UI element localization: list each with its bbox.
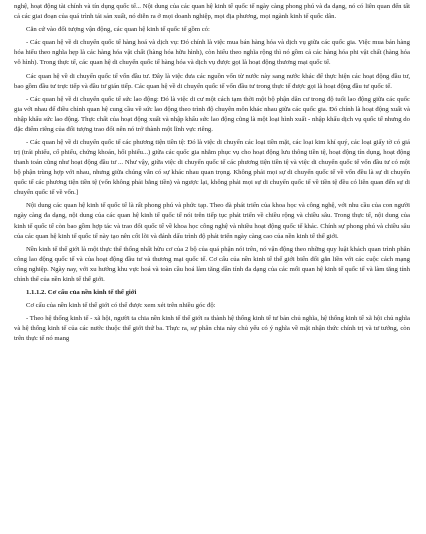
paragraph-6: Nội dung các quan hệ kinh tế quốc tế là rất phong phú và phức tạp. Theo đà phát triển của khoa học và công nghệ, với nhu cầu của con người ngày càng đa dạng, nội dung của các quan hệ kinh tế quốc tế nói trên tiếp tục phát triển về chiều rộng và chiều sâu. Trong thực tế, nội dung của kinh tế quốc tế còn bao gồm hợp tác và trao đổi quốc tế về khoa học công nghệ và nhiều hoạt động quốc tế khác. Chính sự phong phú và chiều sâu của các quan hệ kinh tế quốc tế này tạo nên cốt lõi và đánh dấu trình độ phát triển ngày càng cao của nền kinh tế thế giới. xyxy=(14,202,410,240)
paragraph-9: - Theo hệ thống kinh tế - xã hội, người ta chia nền kinh tế thế giới ra thành hệ thống kinh tế tư bản chủ nghĩa, hệ thống kinh tế xã hội chủ nghĩa và hệ thống kinh tế của các nước thuộc thế giới thứ ba. Thực ra, sự phân chia này chủ yếu có ý nghĩa về mặt nhận thức chính trị và tư tưởng, còn trên thực tế nó mang xyxy=(14,315,410,343)
paragraph-0: nghệ, hoạt động tài chính và tín dụng quốc tế... Nội dung của các quan hệ kinh tế quốc tế ngày càng phong phú và đa dạng, nó có liên quan đến tất cả các giai đoạn của quá trình tái sản xuất, nó diễn ra ở mọi doanh nghiệp, mọi địa phương, mọi ngành kinh tế quốc dân. xyxy=(14,3,410,21)
paragraph-7: Nền kinh tế thế giới là một thực thể thống nhất hữu cơ của 2 bộ của quá phận nói trên, nó vận động theo những quy luật khách quan trình phân công lao động quốc tế và của hoạt động đầu tư và thương mại quốc tế. Cơ cấu của nền kinh tế thế giới biến đổi gắn liền với các cuộc cách mạng công nghiệp. Ngày nay, với xu hướng khu vực hoá và toàn cầu hoá làm tăng dần tính đa dạng của các mối quan hệ kinh tế quốc tế và làm tăng tính chỉnh thể của nền kinh tế thế giới. xyxy=(14,245,410,283)
paragraph-8: Cơ cấu của nền kinh tế thế giới có thể được xem xét trên nhiều góc độ: xyxy=(26,301,216,309)
paragraph-3: Các quan hệ về di chuyển quốc tế vốn đầu tư. Đây là việc đưa các nguồn vốn từ nước này sang nước khác để thực hiện các hoạt động đầu tư, bao gồm đầu tư trực tiếp và đầu tư gián tiếp. Các quan hệ về di chuyển quốc tế vốn đầu tư trong thực tế được gọi là hoạt động đầu tư quốc tế. xyxy=(14,72,410,90)
paragraph-1: Căn cứ vào đối tượng vận động, các quan hệ kinh tế quốc tế gồm có: xyxy=(26,26,210,34)
section-heading: 1.1.1.2. Cơ cấu của nền kinh tế thế giới xyxy=(26,288,137,296)
paragraph-5: - Các quan hệ về di chuyển quốc tế các phương tiện tiền tệ: Đó là việc di chuyển các loại tiền mặt, các loại kim khí quý, các loại giấy tờ có giá trị (trái phiếu, cổ phiếu, chứng khoán, hối phiếu...) giữa các quốc gia nhằm phục vụ cho hoạt động lưu thông tiền tệ, hoạt động tín dụng, hoạt động thanh toán cũng như hoạt động đầu tư ... Như vậy, giữa việc di chuyển quốc tế các phương tiện tiền tệ và việc di chuyển quốc tế vốn đầu tư có một bộ phận trùng hợp với nhau, nhưng giữa chúng vẫn có sự khác nhau quan trọng. Không phải mọi sự di chuyển quốc tế về vốn đều là sự di chuyển quốc tế các phương tiện tiền tệ (vốn không phải bằng tiền) và ngược lại, không phải mọi sự di chuyển quốc tế về tiền tệ đều có liên quan đến sự di chuyển quốc tế về vốn.] xyxy=(14,139,410,197)
paragraph-2: - Các quan hệ về di chuyển quốc tế hàng hoá và dịch vụ: Đó chính là việc mua bán hàng hóa và dịch vụ giữa các quốc gia. Việc mua bán hàng hóa hiểu theo nghĩa hẹp là các hàng hóa vật chất (hàng hóa hữu hình), còn hiểu theo nghĩa rộng thì nó gồm cả các hàng hóa phi vật chất (hàng hóa vô hình). Trong thực tế, các quan hệ di chuyển quốc tế hàng hóa và dịch vụ được gọi là hoạt động thương mại quốc tế. xyxy=(14,39,410,67)
paragraph-4: - Các quan hệ về di chuyển quốc tế sức lao động: Đó là việc di cư một cách tạm thời một bộ phận dân cư trong độ tuổi lao động giữa các quốc gia với nhau để điều chỉnh quan hệ cung cầu về sức lao động theo trình độ chuyên môn khác nhau giữa các quốc gia. Đó chính là hoạt động xuất và nhập khẩu sức lao động. Thực chất của hoạt động xuất và nhập khẩu sức lao động cũng là một loại hình xuất - nhập khẩu dịch vụ quốc tế nhưng do đặc điểm riêng của đối tượng trao đổi nên nó trở thành một lĩnh vực riêng. xyxy=(14,95,410,133)
